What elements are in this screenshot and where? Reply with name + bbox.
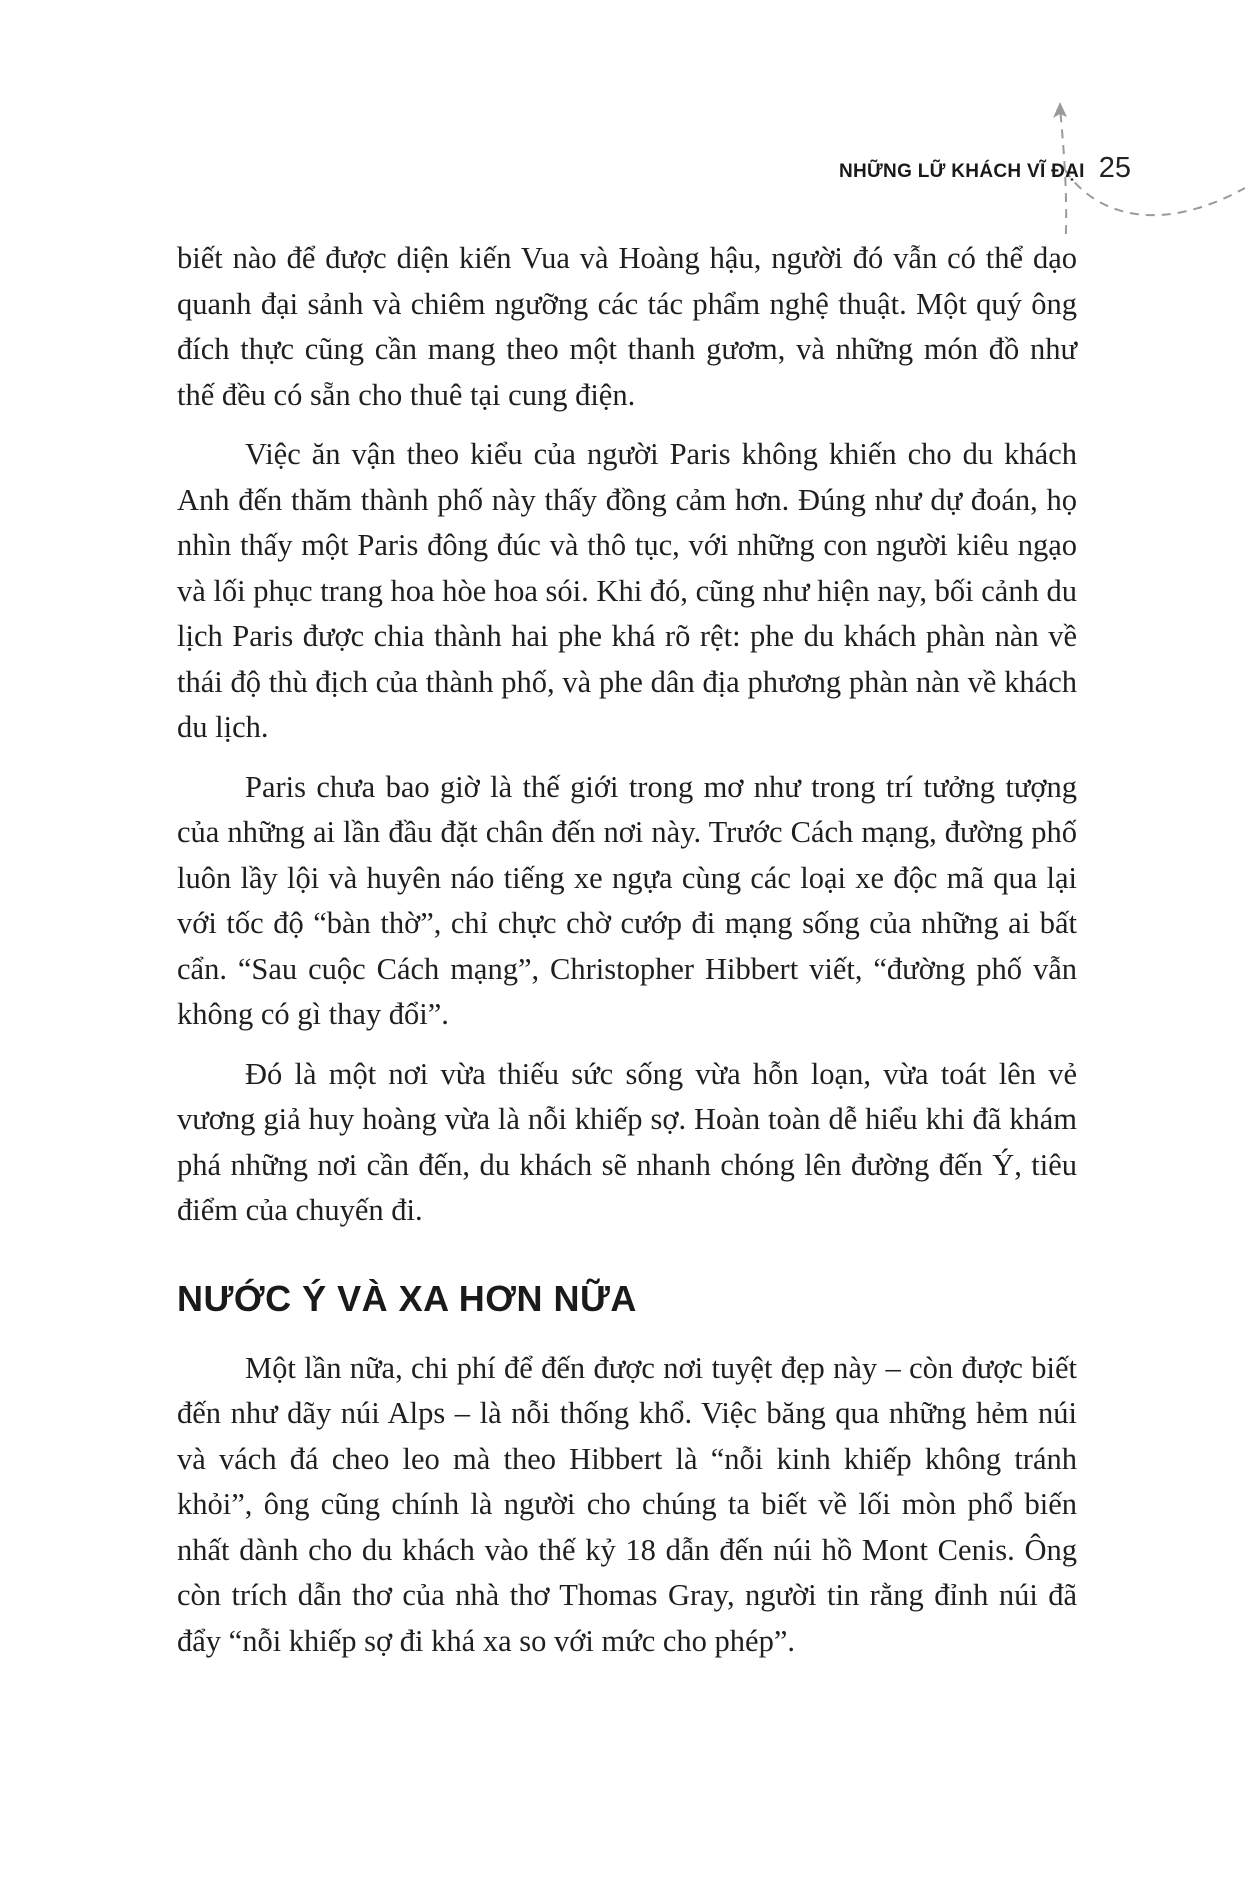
paragraph: Đó là một nơi vừa thiếu sức sống vừa hỗn loạn, vừa toát lên vẻ vương giả huy hoàng vừa là nỗi khiếp sợ. Hoàn toàn dễ hiểu khi đã khám phá những nơi cần đến, du khách sẽ nhanh chóng lên đường đến Ý, tiêu điểm của chuyến đi.	[177, 1056, 1077, 1227]
paragraph: biết nào để được diện kiến Vua và Hoàng hậu, người đó vẫn có thể dạo quanh đại sảnh và chiêm ngưỡng các tác phẩm nghệ thuật. Một quý ông đích thực cũng cần mang theo một thanh gươm, và những món đồ như thế đều có sẵn cho thuê tại cung điện.	[177, 241, 1077, 412]
page-number: 25	[1098, 152, 1131, 184]
paragraph: Một lần nữa, chi phí để đến được nơi tuyệt đẹp này – còn được biết đến như dãy núi Alps – là nỗi thống khổ. Việc băng qua những hẻm núi và vách đá cheo leo mà theo Hibbert là “nỗi kinh khiếp không tránh khỏi”, ông cũng chính là người cho chúng ta biết về lối mòn phổ biến nhất dành cho du khách vào thế kỷ 18 dẫn đến núi hồ Mont Cenis. Ông còn trích dẫn thơ của nhà thơ Thomas Gray, người tin rằng đỉnh núi đã đẩy “nỗi khiếp sợ đi khá xa so với mức cho phép”.	[177, 1350, 1077, 1658]
section-heading: NƯỚC Ý VÀ XA HƠN NỮA	[177, 1277, 637, 1319]
paragraph: Việc ăn vận theo kiểu của người Paris không khiến cho du khách Anh đến thăm thành phố này thấy đồng cảm hơn. Đúng như dự đoán, họ nhìn thấy một Paris đông đúc và thô tục, với những con người kiêu ngạo và lối phục trang hoa hòe hoa sói. Khi đó, cũng như hiện nay, bối cảnh du lịch Paris được chia thành hai phe khá rõ rệt: phe du khách phàn nàn về thái độ thù địch của thành phố, và phe dân địa phương phàn nàn về khách du lịch.	[177, 437, 1077, 744]
running-title: NHỮNG LỮ KHÁCH VĨ ĐẠI	[838, 161, 1085, 182]
paragraph: Paris chưa bao giờ là thế giới trong mơ như trong trí tưởng tượng của những ai lần đầu đặt chân đến nơi này. Trước Cách mạng, đường phố luôn lầy lội và huyên náo tiếng xe ngựa cùng các loại xe độc mã qua lại với tốc độ “bàn thờ”, chỉ chực chờ cướp đi mạng sống của những ai bất cẩn. “Sau cuộc Cách mạng”, Christopher Hibbert viết, “đường phố vẫn không có gì thay đổi”.	[177, 769, 1077, 1031]
page-body	[177, 236, 1077, 1678]
running-header	[839, 152, 1131, 185]
